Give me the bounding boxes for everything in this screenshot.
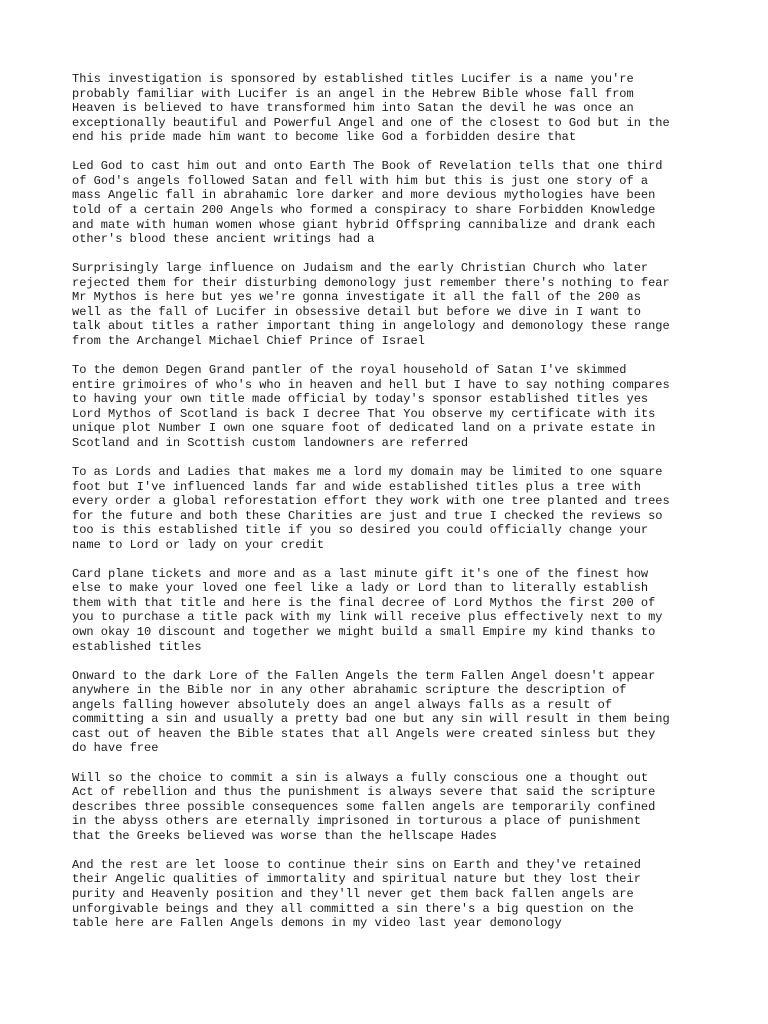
- document-paragraph: [72, 858, 712, 931]
- text-line: for the future and both these Charities are just and true I checked the reviews so: [72, 508, 663, 523]
- text-line: Lord Mythos of Scotland is back I decree That You observe my certificate with its: [72, 406, 656, 421]
- text-line: Surprisingly large influence on Judaism and the early Christian Church who later: [72, 261, 649, 276]
- text-line: Onward to the dark Lore of the Fallen Angels the term Fallen Angel doesn't appear: [72, 668, 656, 683]
- text-line: well as the fall of Lucifer in obsessive detail but before we dive in I want to: [72, 304, 641, 319]
- text-line: Scotland and in Scottish custom landowners are referred: [72, 435, 469, 450]
- text-line: And the rest are let loose to continue their sins on Earth and they've retained: [72, 857, 641, 872]
- text-line: Mr Mythos is here but yes we're gonna investigate it all the fall of the 200 as: [72, 290, 641, 305]
- document-paragraph: [72, 669, 712, 756]
- text-line: too is this established title if you so desired you could officially change your: [72, 523, 649, 538]
- text-line: you to purchase a title pack with my link will receive plus effectively next to my: [72, 610, 663, 625]
- text-line: them with that title and here is the final decree of Lord Mythos the first 200 of: [72, 595, 656, 610]
- text-line: of God's angels followed Satan and fell with him but this is just one story of a: [72, 173, 649, 188]
- text-line: probably familiar with Lucifer is an angel in the Hebrew Bible whose fall from: [72, 86, 634, 101]
- text-line: talk about titles a rather important thing in angelology and demonology these range: [72, 319, 670, 334]
- text-line: told of a certain 200 Angels who formed a conspiracy to share Forbidden Knowledge: [72, 202, 656, 217]
- text-line: their Angelic qualities of immortality and spiritual nature but they lost their: [72, 872, 641, 887]
- text-line: cast out of heaven the Bible states that all Angels were created sinless but they: [72, 726, 656, 741]
- document-paragraph: [72, 771, 712, 844]
- text-line: Act of rebellion and thus the punishment is always severe that said the scripture: [72, 785, 656, 800]
- document-paragraph: [72, 363, 712, 450]
- text-line: foot but I've influenced lands far and wide established titles plus a tree with: [72, 479, 641, 494]
- text-line: To as Lords and Ladies that makes me a lord my domain may be limited to one square: [72, 464, 663, 479]
- document-paragraph: [72, 72, 712, 145]
- text-line: Led God to cast him out and onto Earth The Book of Revelation tells that one third: [72, 159, 663, 174]
- text-line: unforgivable beings and they all committed a sin there's a big question on the: [72, 901, 634, 916]
- text-line: name to Lord or lady on your credit: [72, 537, 325, 552]
- text-line: anywhere in the Bible nor in any other abrahamic scripture the description of: [72, 683, 627, 698]
- document-paragraph: [72, 465, 712, 552]
- document-paragraph: [72, 261, 712, 348]
- text-line: from the Archangel Michael Chief Prince of Israel: [72, 333, 425, 348]
- document-page: [72, 72, 712, 945]
- text-line: own okay 10 discount and together we might build a small Empire my kind thanks to: [72, 625, 656, 640]
- text-line: table here are Fallen Angels demons in my video last year demonology: [72, 916, 562, 931]
- text-line: This investigation is sponsored by established titles Lucifer is a name you're: [72, 72, 634, 86]
- text-line: committing a sin and usually a pretty bad one but any sin will result in them being: [72, 712, 670, 727]
- text-line: Will so the choice to commit a sin is always a fully conscious one a thought out: [72, 770, 649, 785]
- text-line: entire grimoires of who's who in heaven and hell but I have to say nothing compares: [72, 377, 670, 392]
- text-line: purity and Heavenly position and they'll never get them back fallen angels are: [72, 887, 634, 901]
- text-line: and mate with human women whose giant hybrid Offspring cannibalize and drank each: [72, 217, 656, 232]
- text-line: established titles: [72, 639, 202, 654]
- text-line: To the demon Degen Grand pantler of the royal household of Satan I've skimmed: [72, 363, 627, 378]
- text-line: rejected them for their disturbing demonology just remember there's nothing to fear: [72, 275, 670, 290]
- document-paragraph: [72, 159, 712, 246]
- text-line: in the abyss others are eternally imprisoned in torturous a place of punishment: [72, 814, 641, 829]
- text-line: that the Greeks believed was worse than the hellscape Hades: [72, 828, 497, 843]
- text-line: exceptionally beautiful and Powerful Angel and one of the closest to God but in the: [72, 115, 670, 130]
- text-line: describes three possible consequences some fallen angels are temporarily confined: [72, 799, 656, 814]
- text-line: unique plot Number I own one square foot of dedicated land on a private estate in: [72, 421, 656, 436]
- document-paragraph: [72, 567, 712, 654]
- text-line: other's blood these ancient writings had a: [72, 232, 375, 247]
- text-line: mass Angelic fall in abrahamic lore darker and more devious mythologies have been: [72, 188, 656, 203]
- text-line: to having your own title made official by today's sponsor established titles yes: [72, 392, 649, 407]
- text-line: angels falling however absolutely does an angel always falls as a result of: [72, 697, 613, 712]
- text-line: every order a global reforestation effort they work with one tree planted and trees: [72, 494, 670, 509]
- text-line: Heaven is believed to have transformed him into Satan the devil he was once an: [72, 101, 634, 116]
- text-line: end his pride made him want to become like God a forbidden desire that: [72, 130, 577, 145]
- text-line: Card plane tickets and more and as a last minute gift it's one of the finest how: [72, 566, 649, 581]
- text-line: else to make your loved one feel like a lady or Lord than to literally establish: [72, 581, 649, 596]
- text-line: do have free: [72, 741, 159, 756]
